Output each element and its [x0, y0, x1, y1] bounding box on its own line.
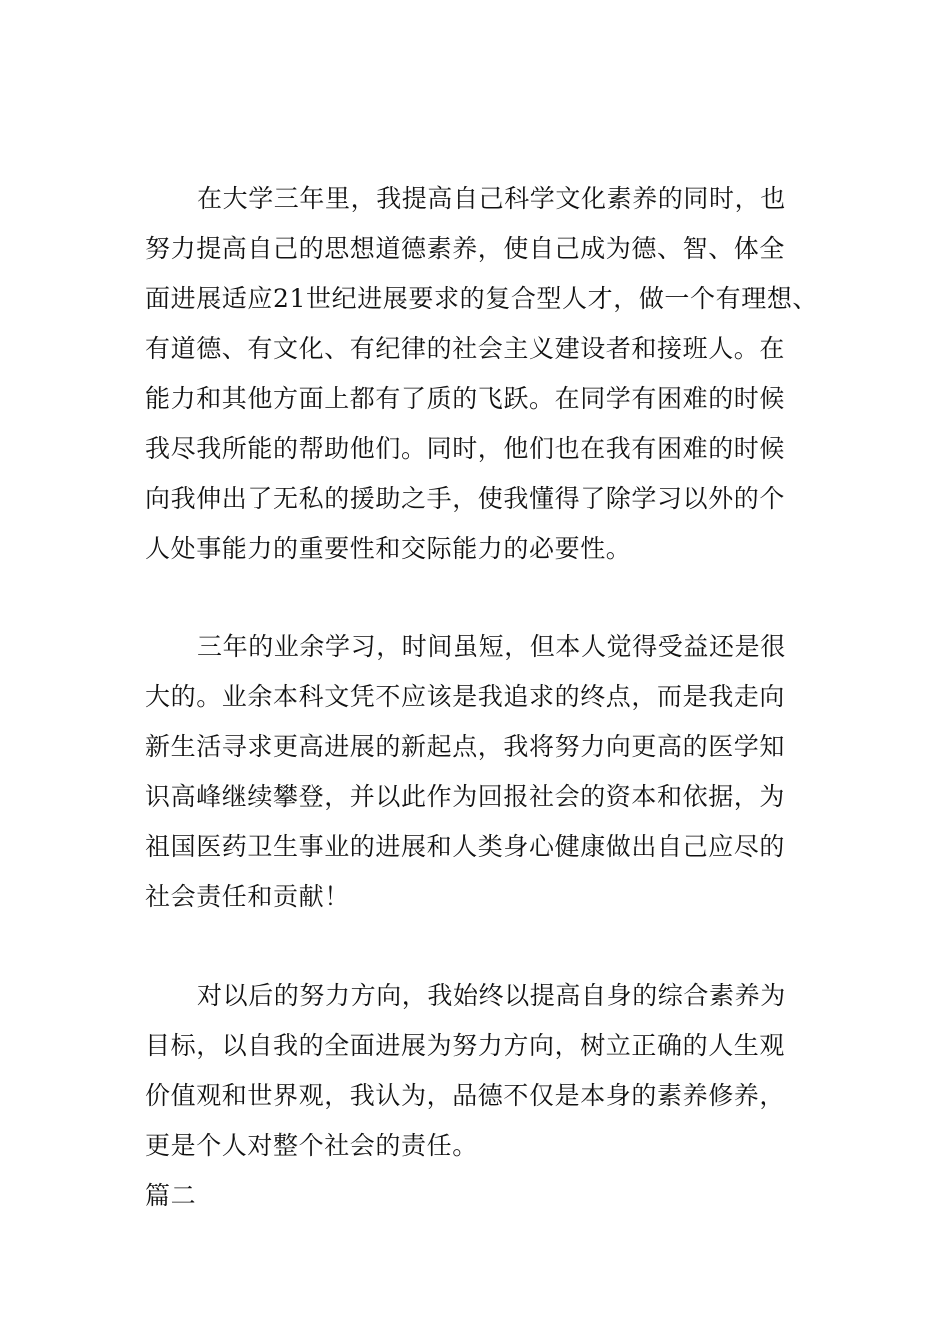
paragraph-2-line-1: 三年的业余学习，时间虽短，但本人觉得受益还是很 [197, 632, 786, 661]
paragraph-1-line-6: 我尽我所能的帮助他们。同时，他们也在我有困难的时候 [145, 434, 786, 463]
paragraph-2-line-3: 新生活寻求更高进展的新起点，我将努力向更高的医学知 [145, 732, 786, 761]
paragraph-2-line-4: 识高峰继续攀登，并以此作为回报社会的资本和依据，为 [145, 782, 786, 811]
paragraph-3-line-2: 目标，以自我的全面进展为努力方向，树立正确的人生观 [145, 1031, 786, 1060]
section-heading: 篇二 [145, 1181, 197, 1210]
paragraph-3-line-3: 价值观和世界观，我认为，品德不仅是本身的素养修养， [145, 1081, 786, 1110]
paragraph-2-line-2: 大的。业余本科文凭不应该是我追求的终点，而是我走向 [145, 682, 786, 711]
paragraph-1-line-8: 人处事能力的重要性和交际能力的必要性。 [145, 534, 632, 563]
paragraph-1-line-5: 能力和其他方面上都有了质的飞跃。在同学有困难的时候 [145, 384, 786, 413]
paragraph-3-line-1: 对以后的努力方向，我始终以提高自身的综合素养为 [197, 981, 786, 1010]
paragraph-1-line-1: 在大学三年里，我提高自己科学文化素养的同时，也 [197, 184, 786, 213]
paragraph-1-line-7: 向我伸出了无私的援助之手，使我懂得了除学习以外的个 [145, 484, 786, 513]
paragraph-2-line-5: 祖国医药卫生事业的进展和人类身心健康做出自己应尽的 [145, 832, 786, 861]
paragraph-1-line-4: 有道德、有文化、有纪律的社会主义建设者和接班人。在 [145, 334, 786, 363]
paragraph-3-line-4: 更是个人对整个社会的责任。 [145, 1131, 478, 1160]
paragraph-1-line-3: 面进展适应21世纪进展要求的复合型人才，做一个有理想、 [145, 284, 819, 313]
paragraph-2-line-6: 社会责任和贡献！ [145, 882, 350, 911]
paragraph-1-line-2: 努力提高自己的思想道德素养，使自己成为德、智、体全 [145, 234, 786, 263]
